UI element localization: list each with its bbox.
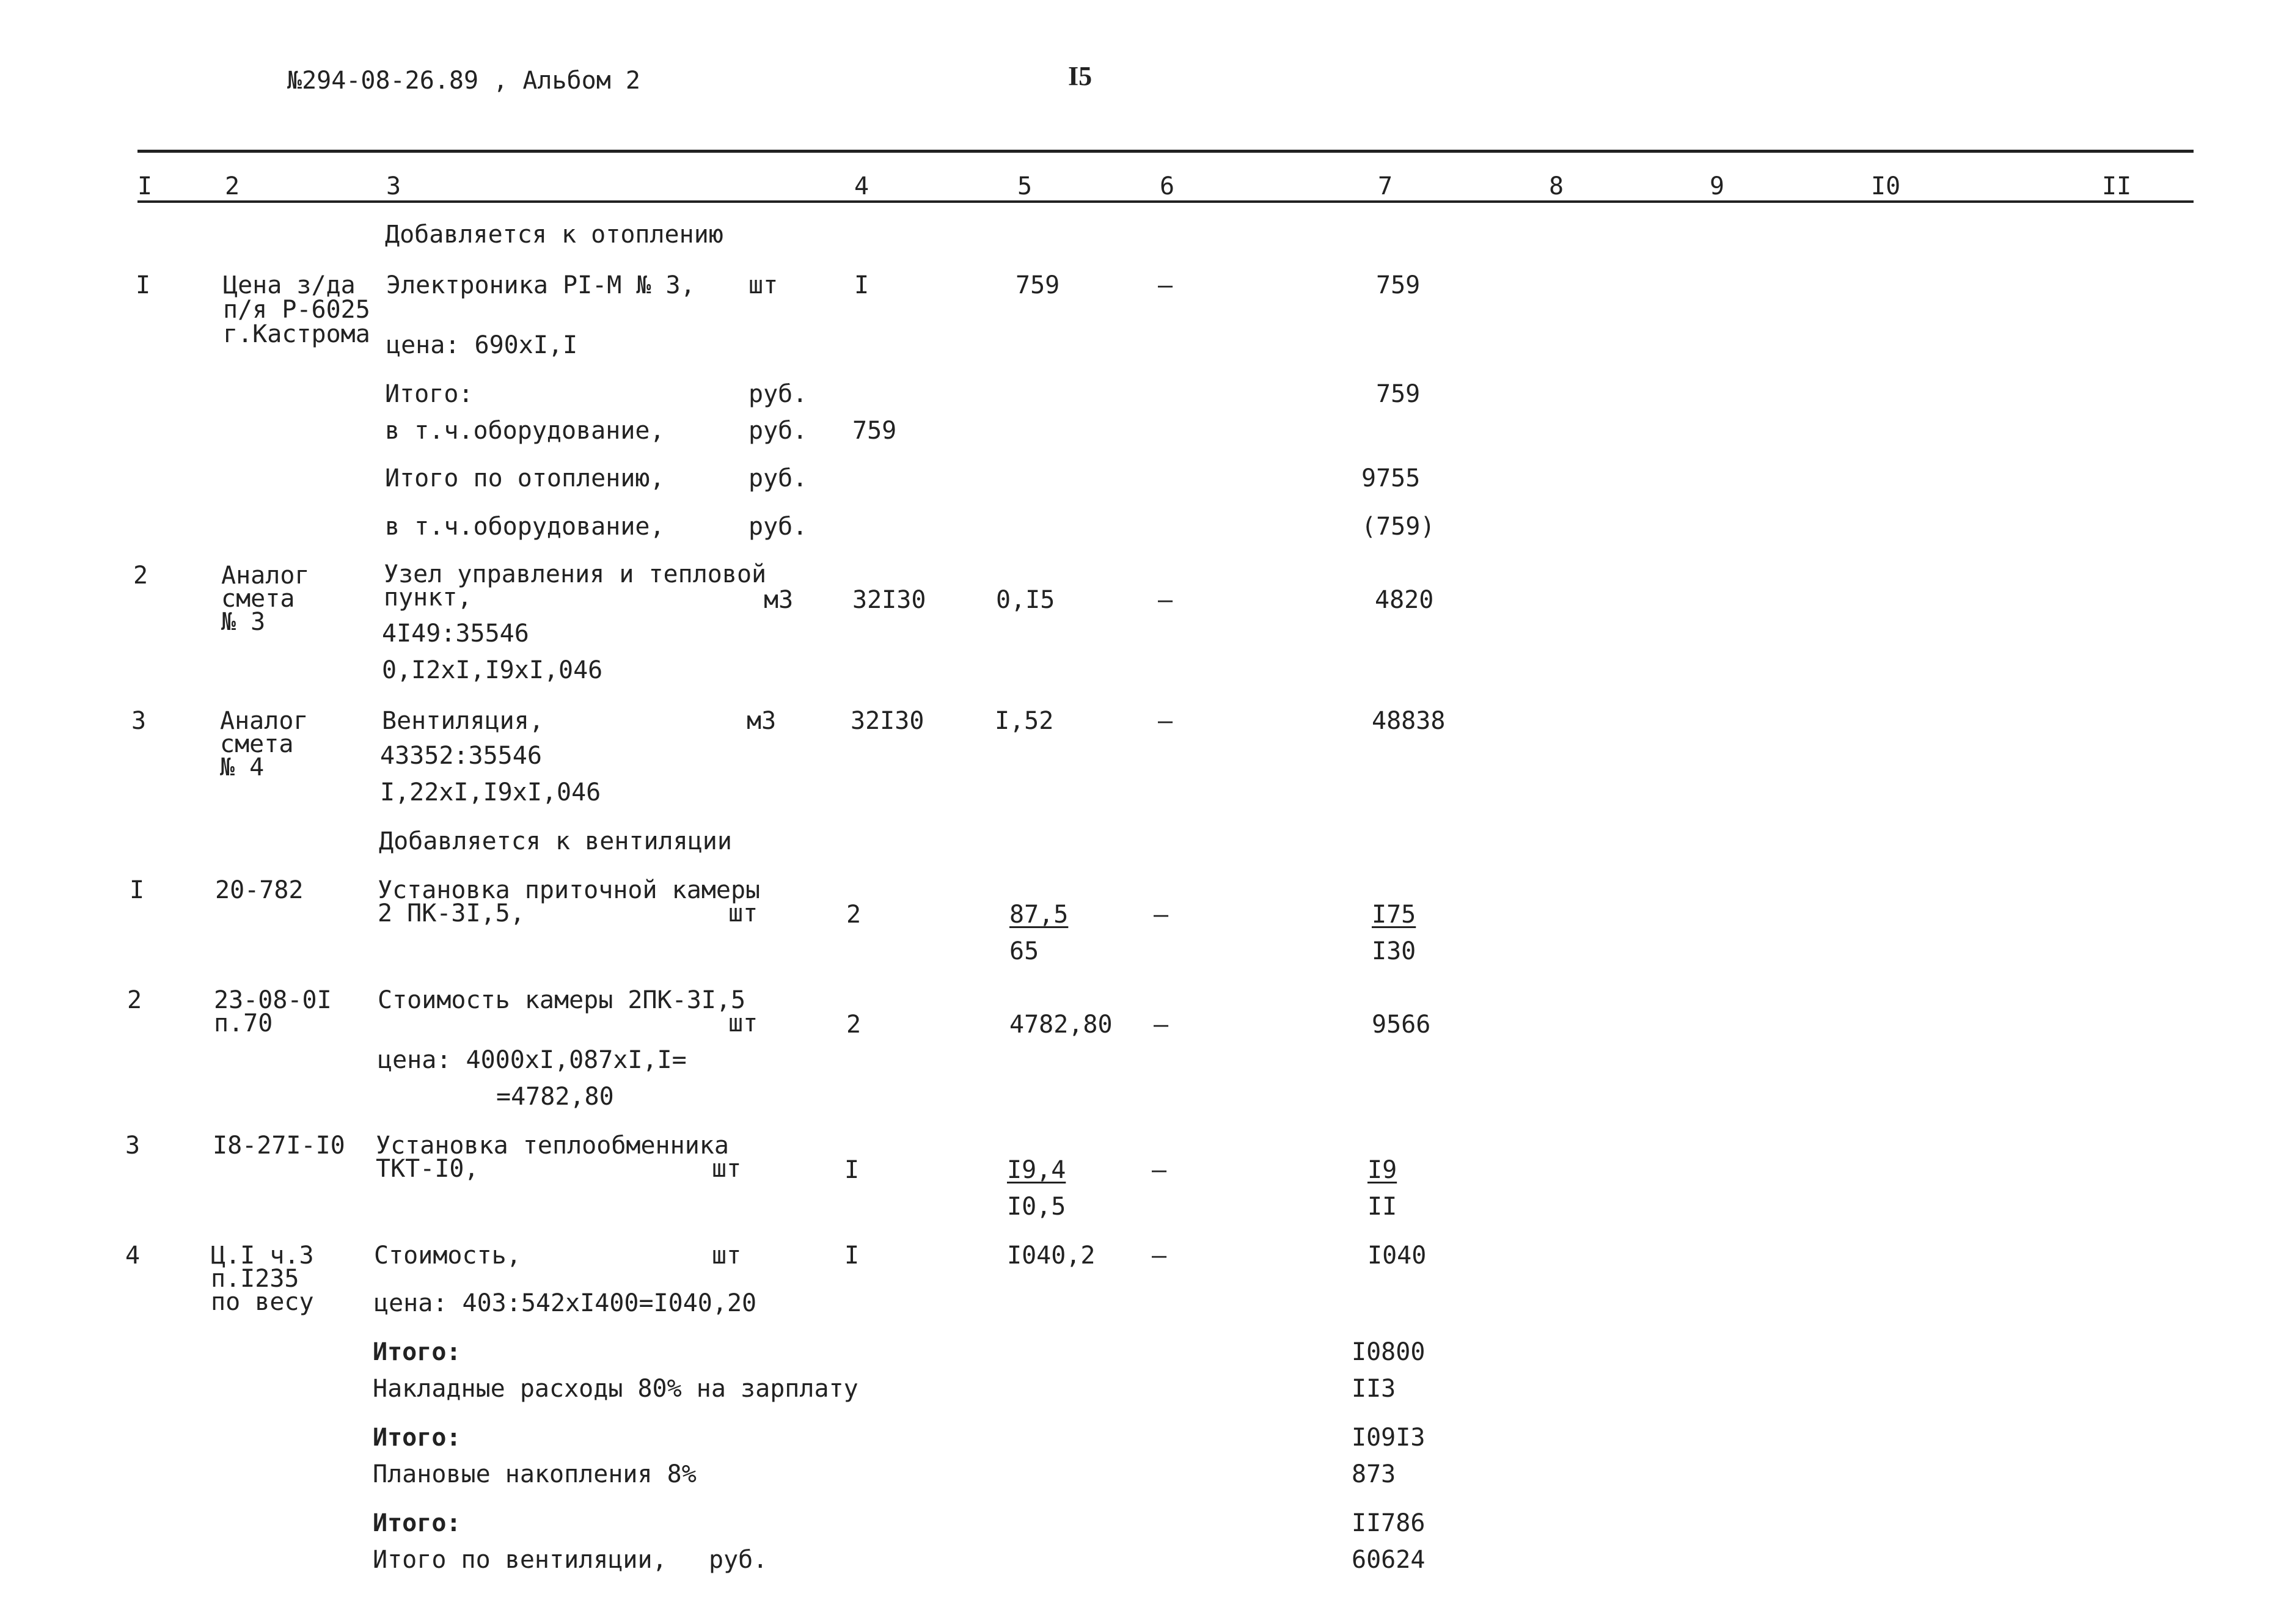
totals-label: Накладные расходы 80% на зарплату: [373, 1375, 858, 1403]
calc-line: I,22хI,I9хI,046: [380, 778, 601, 807]
unit: руб.: [709, 1546, 768, 1574]
total-cost: I040: [1367, 1242, 1427, 1270]
heating-total-label: Итого по отоплению,: [385, 464, 665, 492]
dash: –: [1152, 1156, 1167, 1184]
unit: руб.: [749, 513, 808, 541]
item-name: 2 ПК-3I,5,: [378, 899, 525, 927]
source-line: смета: [221, 585, 295, 613]
unit: шт: [728, 1009, 758, 1037]
column-number: 8: [1549, 172, 1564, 200]
equipment-label: в т.ч.оборудование,: [385, 417, 665, 445]
dash: –: [1158, 271, 1173, 299]
row-number: 2: [133, 561, 148, 590]
source-line: Цена з/да: [223, 271, 356, 299]
unit-price-fraction-top: I9,4: [1007, 1156, 1066, 1184]
calc-line: 0,I2хI,I9хI,046: [382, 656, 603, 684]
column-number: 5: [1017, 172, 1033, 200]
column-number: II: [2102, 172, 2132, 200]
item-name: ТКТ-I0,: [376, 1155, 479, 1183]
price-note: =4782,80: [496, 1083, 614, 1111]
total-cost: 759: [1376, 271, 1421, 299]
unit: м3: [747, 707, 777, 735]
unit-price: 759: [1016, 271, 1060, 299]
row-number: I: [136, 271, 151, 299]
equipment-label: в т.ч.оборудование,: [385, 513, 665, 541]
total-fraction-bottom: II: [1367, 1193, 1397, 1221]
subtotal-value: 759: [1376, 380, 1421, 408]
quantity: 32I30: [851, 707, 924, 735]
totals-label: Итого:: [373, 1338, 461, 1366]
quantity: 2: [846, 901, 862, 929]
item-name: Электроника РI-М № 3,: [386, 271, 695, 299]
totals-label: Итого по вентиляции,: [373, 1546, 667, 1574]
row-number: I: [130, 876, 145, 904]
unit-price-fraction-bottom: I0,5: [1007, 1193, 1066, 1221]
dash: –: [1154, 901, 1169, 929]
column-number: I: [137, 172, 153, 200]
header-rule-bottom: [137, 200, 2194, 203]
source-line: № 3: [221, 608, 266, 636]
unit: шт: [728, 899, 758, 927]
page-number: I5: [1068, 61, 1093, 91]
quantity: I: [844, 1242, 860, 1270]
totals-value: 60624: [1352, 1546, 1426, 1574]
column-number: 4: [854, 172, 869, 200]
source-line: Ц.I ч.3: [211, 1242, 314, 1270]
total-cost: 48838: [1372, 707, 1446, 735]
subtotal-label: Итого:: [385, 380, 474, 408]
unit: м3: [764, 586, 794, 614]
row-number: 3: [125, 1132, 141, 1160]
item-name: Установка приточной камеры: [378, 876, 761, 904]
dash: –: [1152, 1242, 1167, 1270]
total-fraction-top: I9: [1367, 1156, 1397, 1184]
source-line: г.Кастрома: [223, 320, 370, 348]
document-reference: №294-08-26.89 , Альбом 2: [287, 67, 640, 95]
section-heading-ventilation: Добавляется к вентиляции: [379, 827, 732, 855]
total-cost: 9566: [1372, 1011, 1431, 1039]
unit: руб.: [749, 464, 808, 492]
totals-label: Итого:: [373, 1424, 461, 1452]
unit: шт: [712, 1155, 742, 1183]
unit: шт: [749, 271, 778, 299]
heating-total-value: 9755: [1361, 464, 1421, 492]
dash: –: [1158, 707, 1173, 735]
source-code: I8-27I-I0: [213, 1132, 345, 1160]
calc-line: 43352:35546: [380, 742, 542, 770]
totals-value: 873: [1352, 1460, 1396, 1488]
item-name: Стоимость камеры 2ПК-3I,5: [378, 986, 746, 1014]
item-name: Стоимость,: [374, 1242, 521, 1270]
source-code: 20-782: [215, 876, 304, 904]
header-rule-top: [137, 150, 2194, 153]
totals-value: II786: [1352, 1509, 1426, 1537]
totals-value: I09I3: [1352, 1424, 1426, 1452]
item-name: Вентиляция,: [382, 707, 544, 735]
quantity: I: [844, 1156, 860, 1184]
item-name: Установка теплообменника: [376, 1132, 729, 1160]
unit-price-fraction-bottom: 65: [1009, 937, 1039, 965]
totals-label: Итого:: [373, 1509, 461, 1537]
totals-label: Плановые накопления 8%: [373, 1460, 697, 1488]
price-note: цена: 403:542хI400=I040,20: [374, 1289, 757, 1317]
source-line: п/я Р-6025: [223, 296, 370, 324]
unit-price: 4782,80: [1009, 1011, 1113, 1039]
price-note: цена: 690хI,I: [386, 331, 578, 359]
row-number: 3: [131, 707, 147, 735]
totals-value: I0800: [1352, 1338, 1426, 1366]
column-number: I0: [1871, 172, 1901, 200]
unit-price: 0,I5: [996, 586, 1055, 614]
source-line: Аналог: [221, 561, 310, 590]
totals-value: II3: [1352, 1375, 1396, 1403]
unit-price: I040,2: [1007, 1242, 1096, 1270]
source-line: п.70: [214, 1009, 273, 1037]
source-line: смета: [220, 730, 294, 758]
unit-price-fraction-top: 87,5: [1009, 901, 1069, 929]
unit: шт: [712, 1242, 742, 1270]
item-name: пункт,: [384, 583, 472, 612]
total-fraction-top: I75: [1372, 901, 1416, 929]
total-fraction-bottom: I30: [1372, 937, 1416, 965]
column-number: 6: [1160, 172, 1175, 200]
source-line: по весу: [211, 1288, 314, 1316]
quantity: 32I30: [852, 586, 926, 614]
item-name: Узел управления и тепловой: [384, 560, 767, 588]
unit-price: I,52: [995, 707, 1054, 735]
column-number: 7: [1378, 172, 1393, 200]
quantity: 2: [846, 1011, 862, 1039]
column-number: 9: [1710, 172, 1725, 200]
unit: руб.: [749, 380, 808, 408]
column-number: 3: [386, 172, 401, 200]
row-number: 4: [125, 1242, 141, 1270]
equipment-value: (759): [1361, 513, 1435, 541]
column-number: 2: [225, 172, 240, 200]
equipment-value: 759: [852, 417, 897, 445]
dash: –: [1158, 586, 1173, 614]
section-heading-heating: Добавляется к отоплению: [385, 221, 723, 249]
source-line: п.I235: [211, 1265, 299, 1293]
source-line: 23-08-0I: [214, 986, 332, 1014]
unit: руб.: [749, 417, 808, 445]
dash: –: [1154, 1011, 1169, 1039]
total-cost: 4820: [1375, 586, 1434, 614]
source-line: № 4: [220, 753, 265, 781]
price-note: цена: 4000хI,087хI,I=: [378, 1046, 687, 1074]
quantity: I: [854, 271, 869, 299]
row-number: 2: [127, 986, 142, 1014]
source-line: Аналог: [220, 707, 309, 735]
calc-line: 4I49:35546: [382, 620, 529, 648]
